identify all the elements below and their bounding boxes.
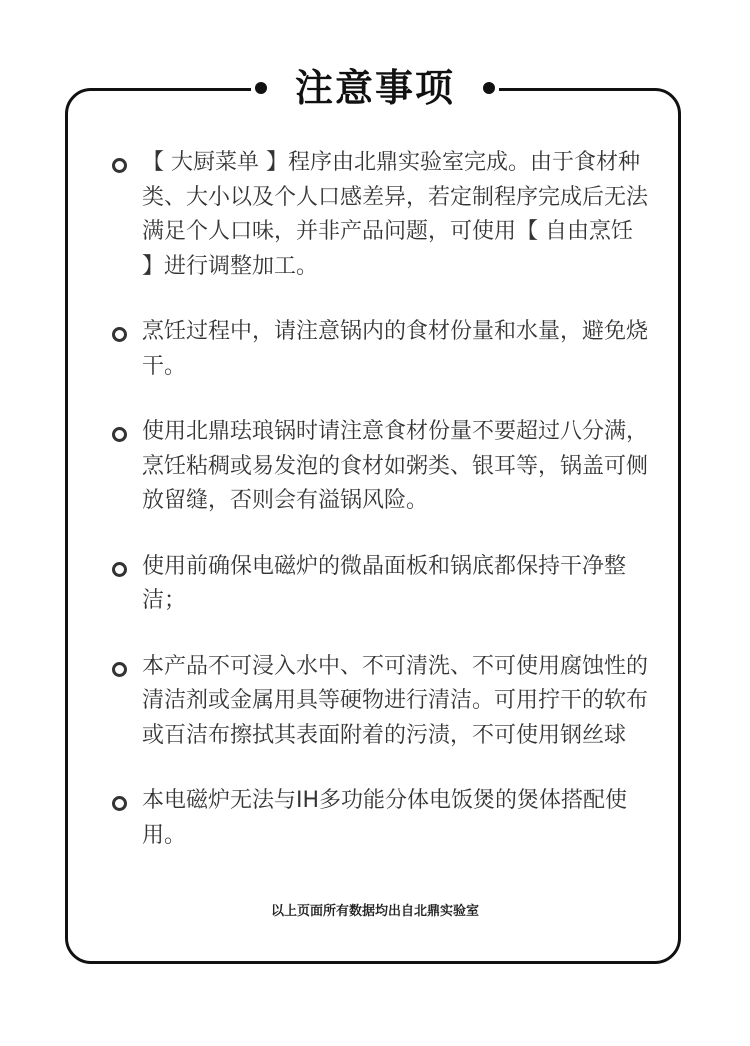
note-text: 烹饪过程中，请注意锅内的食材份量和水量，避免烧干。 — [142, 319, 649, 379]
list-item — [110, 650, 650, 754]
title-right-dot — [483, 82, 495, 94]
page-title: 注意事项 — [294, 66, 455, 110]
list-item — [110, 315, 650, 384]
notes-list — [110, 146, 650, 884]
bullet-circle-icon — [112, 796, 127, 811]
bullet-circle-icon — [112, 662, 127, 677]
bullet-circle-icon — [112, 562, 127, 577]
bullet-circle-icon — [112, 158, 127, 173]
title-left-dot — [255, 82, 267, 94]
note-text: 本产品不可浸入水中、不可清洗、不可使用腐蚀性的清洁剂或金属用具等硬物进行清洁。可用拧干的软布或百洁布擦拭其表面附着的污渍，不可使用钢丝球 — [142, 653, 649, 748]
list-item — [110, 784, 650, 853]
list-item — [110, 146, 650, 284]
note-text: 使用北鼎珐琅锅时请注意食材份量不要超过八分满，烹饪粘稠或易发泡的食材如粥类、银耳等，锅盖可侧放留缝，否则会有溢锅风险。 — [142, 419, 649, 513]
title-badge — [251, 60, 499, 116]
footer-note: 以上页面所有数据均出自北鼎实验室 — [270, 904, 479, 919]
note-text: 【 大厨菜单 】程序由北鼎实验室完成。由于食材种类、大小以及个人口感差异，若定制程序完成后无法满足个人口味，并非产品问题，可使用【 自由烹饪 】进行调整加工。 — [142, 150, 649, 279]
bullet-circle-icon — [112, 427, 127, 442]
list-item — [110, 550, 650, 619]
title-row — [0, 60, 750, 116]
note-text: 使用前确保电磁炉的微晶面板和锅底都保持干净整洁； — [142, 553, 627, 613]
note-text: 本电磁炉无法与IH多功能分体电饭煲的煲体搭配使用。 — [142, 788, 628, 848]
list-item — [110, 415, 650, 519]
bullet-circle-icon — [112, 327, 127, 342]
